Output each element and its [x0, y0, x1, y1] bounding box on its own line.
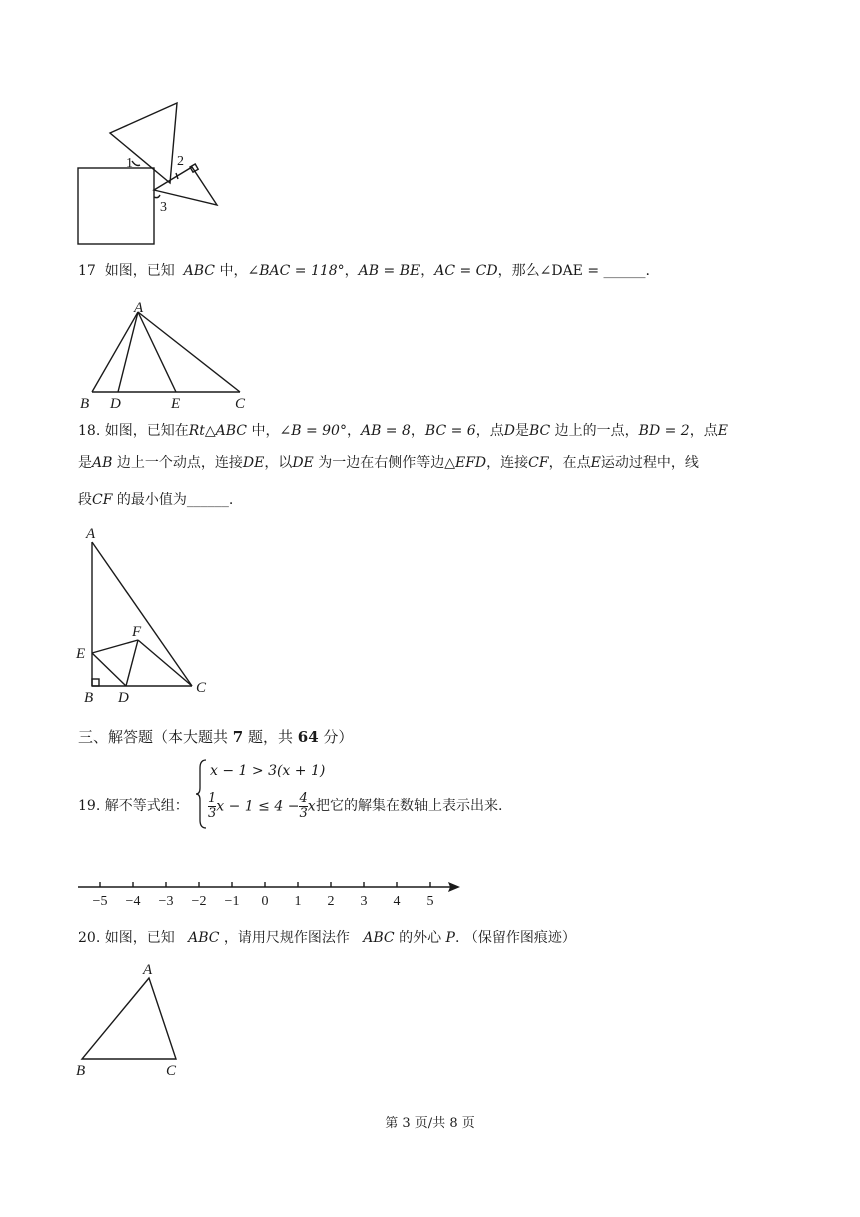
- question-18-line-3: 段CF 的最小值为______.: [78, 492, 234, 508]
- square-shape: [78, 168, 154, 244]
- inequality-2: $\frac{1}{3}$ x − 1 ≤ 4 − $\frac{4}{3}$ x: [208, 791, 316, 821]
- system-brace: [196, 758, 208, 830]
- section-3-title: 三、解答题（本大题共 7 题，共 64 分）: [78, 728, 354, 746]
- question-18-line-2: 是AB 边上一个动点，连接DE，以DE 为一边在右侧作等边△EFD，连接CF，在点E运动过程中，线: [78, 455, 699, 471]
- vertex-b-label: B: [76, 1063, 86, 1079]
- tick-label: −2: [191, 894, 207, 909]
- vertex-c-label: C: [235, 396, 246, 412]
- vertex-b-label: B: [80, 396, 90, 412]
- vertex-f-label: F: [132, 624, 142, 640]
- vertex-a-label: A: [86, 526, 96, 542]
- fraction-four-thirds: $\frac{4}{3}$: [299, 791, 308, 821]
- vertex-c-label: C: [196, 680, 207, 696]
- tick-label: 0: [261, 894, 269, 909]
- vertex-d-label: D: [110, 396, 121, 412]
- question-19-instruction: 把它的解集在数轴上表示出来.: [316, 798, 503, 814]
- triangle-top: [110, 103, 177, 183]
- tick-label: 2: [327, 894, 335, 909]
- tick-label: 1: [294, 894, 302, 909]
- figure-20: [72, 960, 192, 1080]
- angle-3-label: 3: [160, 200, 167, 215]
- figure-17: [72, 298, 262, 413]
- angle-2-label: 2: [177, 154, 184, 169]
- fraction-one-third: $\frac{1}{3}$: [208, 791, 217, 821]
- figure-16: [70, 95, 230, 250]
- tick-label: −1: [224, 894, 240, 909]
- inequality-1: x − 1 > 3(x + 1): [210, 763, 326, 779]
- figure-18: [72, 520, 222, 710]
- vertex-d-label: D: [118, 690, 129, 706]
- tick-label: 4: [393, 894, 401, 909]
- vertex-a-label: A: [143, 962, 153, 978]
- tick-label: −5: [92, 894, 108, 909]
- question-20: 20. 如图，已知 ABC ，请用尺规作图法作 ABC 的外心 P. （保留作图痕迹）: [78, 930, 576, 946]
- angle-1-label: 1: [126, 156, 133, 171]
- question-17: 17 如图，已知 ABC 中，∠BAC = 118°，AB = BE，AC = CD，那么∠DAE = ______.: [78, 263, 650, 279]
- tick-label: −3: [158, 894, 174, 909]
- tick-label: 5: [426, 894, 434, 909]
- question-19-label: 19. 解不等式组：: [78, 798, 189, 814]
- tick-label: 3: [360, 894, 368, 909]
- tick-label: −4: [125, 894, 141, 909]
- vertex-c-label: C: [166, 1063, 177, 1079]
- question-18-line-1: 18. 如图，已知在Rt△ABC 中，∠B = 90°，AB = 8，BC = 6，点D是BC 边上的一点，BD = 2，点E: [78, 423, 728, 439]
- vertex-e-label: E: [171, 396, 181, 412]
- number-line: [72, 875, 467, 915]
- vertex-b-label: B: [84, 690, 94, 706]
- page-footer: 第 3 页/共 8 页: [385, 1116, 475, 1131]
- vertex-a-label: A: [134, 300, 144, 316]
- vertex-e-label: E: [76, 646, 86, 662]
